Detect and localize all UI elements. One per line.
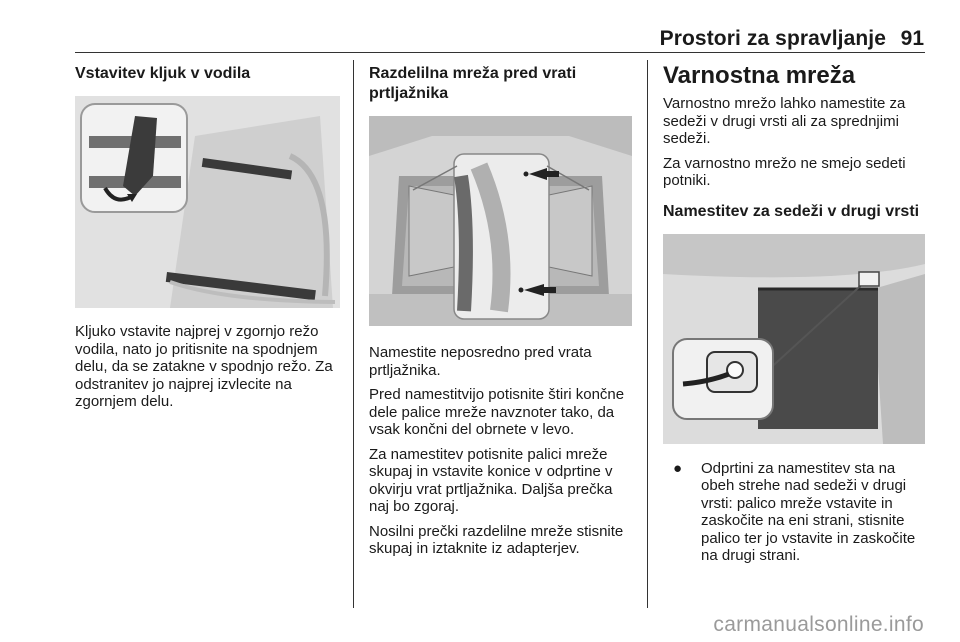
section-heading-safety-net: Varnostna mreža (663, 62, 856, 89)
column-divider-right (647, 60, 648, 608)
paragraph: Varnostno mrežo lahko namestite za sedeži v drugi vrsti ali za sprednjimi sedeži. (663, 95, 906, 147)
column-safety-net (663, 62, 925, 565)
column-divider-net (369, 62, 632, 565)
paragraph: Kljuko vstavite najprej v zgornjo režo vodila, nato jo pritisnite na spodnjem delu, da se zatakne v spodnjo režo. Za odstranitev jo najprej izvlecite na zgornjem delu. (75, 323, 333, 410)
paragraph: Namestite neposredno pred vrata prtljažnika. (369, 344, 592, 379)
hooks-illustration (75, 96, 340, 308)
column-divider-left (353, 60, 354, 608)
paragraph: Pred namestitvijo potisnite štiri končne dele palice mreže navznoter tako, da vsak končni del obrnete v levo. (369, 386, 625, 438)
bullet-dot-icon: ● (673, 459, 683, 477)
watermark: carmanualsonline.info (713, 613, 924, 636)
bullet-item (663, 460, 925, 565)
bullet-text: Odprtini za namestitev sta na obeh strehe nad sedeži v drugi vrsti: palico mreže vstavite in zaskočite na eni strani, stisnite palico ter jo vstavite in zaskočite na drugi strani. (701, 459, 916, 564)
subheading-second-row-install: Namestitev za sedeži v drugi vrsti (663, 202, 920, 220)
safety-net-illustration (663, 234, 925, 444)
header-rule (75, 52, 925, 53)
section-heading-divider-net: Razdelilna mreža pred vrati prtljažnika (369, 65, 577, 102)
section-heading-hooks: Vstavitev kljuk v vodila (75, 65, 251, 82)
divider-net-illustration (369, 116, 632, 326)
paragraph: Za varnostno mrežo ne smejo sedeti potniki. (663, 154, 906, 189)
column-hooks (75, 62, 340, 418)
header-title: Prostori za spravljanje (659, 27, 886, 50)
paragraph: Za namestitev potisnite palici mreže skupaj in vstavite konice v odprtine v okvirju vrat prtljažnika. Daljša prečka naj bo zgoraj. (369, 445, 613, 515)
page-number: 91 (900, 27, 924, 50)
paragraph: Nosilni prečki razdelilne mreže stisnite skupaj in iztaknite iz adapterjev. (369, 522, 624, 557)
